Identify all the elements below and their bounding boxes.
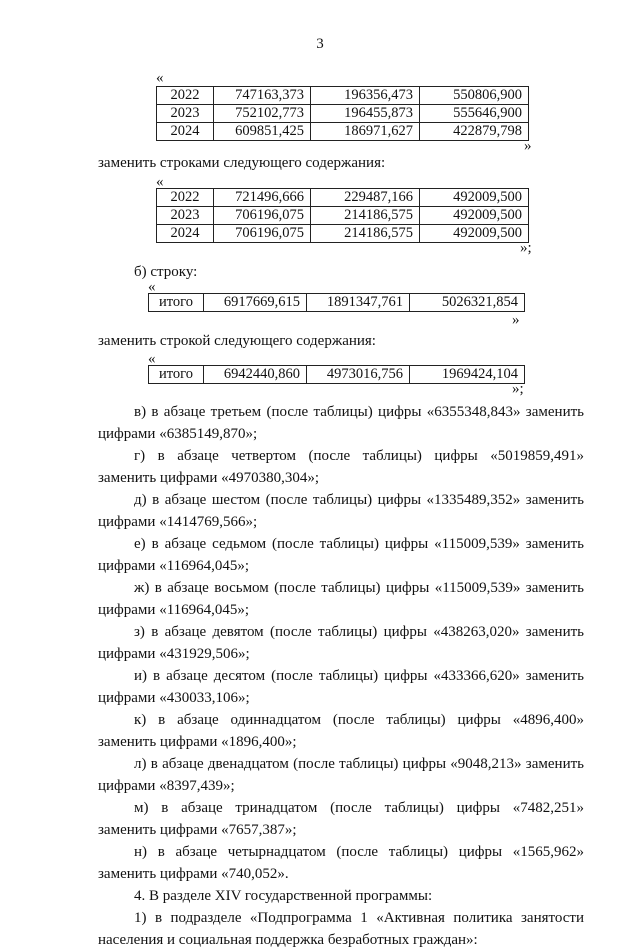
amendment-paragraph <box>98 621 584 665</box>
replace-rows-text: заменить строками следующего содержания: <box>98 155 386 171</box>
subsection-line-1: 1) в подразделе «Подпрограмма 1 «Активная политика занятости <box>134 910 584 926</box>
table-row <box>149 366 525 384</box>
table-row <box>157 87 529 105</box>
table-cell: 196356,473 <box>311 87 420 105</box>
amendment-line-2: цифрами «431929,506»; <box>98 646 250 662</box>
table-cell: 2024 <box>157 123 214 141</box>
close-quote: » <box>512 312 520 328</box>
table-1 <box>156 86 529 141</box>
table-row <box>157 225 529 243</box>
table-cell: 229487,166 <box>311 189 420 207</box>
table-cell: 214186,575 <box>311 207 420 225</box>
table-cell: 747163,373 <box>214 87 311 105</box>
table-cell: 2023 <box>157 105 214 123</box>
table-3 <box>148 293 525 312</box>
amendment-line-2: цифрами «6385149,870»; <box>98 426 258 442</box>
amendment-paragraph <box>98 797 584 841</box>
amendment-line-1: з) в абзаце девятом (после таблицы) цифры «438263,020» заменить <box>134 624 584 640</box>
table-cell: 5026321,854 <box>410 294 525 312</box>
open-quote: « <box>156 174 164 190</box>
amendment-line-2: заменить цифрами «1896,400»; <box>98 734 297 750</box>
amendments-list <box>98 401 584 951</box>
amendment-line-2: цифрами «430033,106»; <box>98 690 250 706</box>
table-cell: 6917669,615 <box>204 294 307 312</box>
amendment-paragraph <box>98 665 584 709</box>
table-cell: 214186,575 <box>311 225 420 243</box>
table-cell: 721496,666 <box>214 189 311 207</box>
table-cell: 609851,425 <box>214 123 311 141</box>
table-row <box>157 123 529 141</box>
amendment-line-1: л) в абзаце двенадцатом (после таблицы) цифры «9048,213» заменить <box>134 756 584 772</box>
section-heading: 4. В разделе XIV государственной программы: <box>134 888 433 904</box>
close-quote-semicolon: »; <box>520 240 532 256</box>
amendment-paragraph <box>98 753 584 797</box>
close-quote: » <box>524 138 532 154</box>
amendment-line-2: заменить цифрами «4970380,304»; <box>98 470 320 486</box>
amendment-line-1: и) в абзаце десятом (после таблицы) цифры «433366,620» заменить <box>134 668 584 684</box>
table-4 <box>148 365 525 384</box>
table-2 <box>156 188 529 243</box>
amendment-paragraph <box>98 709 584 753</box>
amendment-line-1: д) в абзаце шестом (после таблицы) цифры «1335489,352» заменить <box>134 492 584 508</box>
table-cell: 2022 <box>157 87 214 105</box>
amendment-line-1: н) в абзаце четырнадцатом (после таблицы) цифры «1565,962» <box>134 844 584 860</box>
table-cell: 196455,873 <box>311 105 420 123</box>
table-cell: 492009,500 <box>420 189 529 207</box>
amendment-line-1: к) в абзаце одиннадцатом (после таблицы) цифры «4896,400» <box>134 712 584 728</box>
amendment-line-1: е) в абзаце седьмом (после таблицы) цифры «115009,539» заменить <box>134 536 584 552</box>
amendment-line-1: в) в абзаце третьем (после таблицы) цифры «6355348,843» заменить <box>134 404 584 420</box>
table-cell: 752102,773 <box>214 105 311 123</box>
table-cell: 1969424,104 <box>410 366 525 384</box>
table-cell: 2024 <box>157 225 214 243</box>
amendment-paragraph <box>98 577 584 621</box>
amendment-paragraph <box>98 401 584 445</box>
table-cell: 6942440,860 <box>204 366 307 384</box>
table-cell: итого <box>149 294 204 312</box>
amendment-paragraph <box>98 445 584 489</box>
close-quote-semicolon: »; <box>512 381 524 397</box>
subsection-line-2: населения и социальная поддержка безработных граждан»: <box>98 932 478 948</box>
table-row <box>157 189 529 207</box>
open-quote: « <box>148 351 156 367</box>
amendment-line-2: заменить цифрами «740,052». <box>98 866 289 882</box>
table-cell: 186971,627 <box>311 123 420 141</box>
open-quote: « <box>148 279 156 295</box>
table-cell: 492009,500 <box>420 207 529 225</box>
amendment-line-2: цифрами «1414769,566»; <box>98 514 258 530</box>
replace-row-text: заменить строкой следующего содержания: <box>98 333 376 349</box>
page-number: 3 <box>316 36 324 52</box>
amendment-paragraph <box>98 841 584 885</box>
amendment-paragraph <box>98 489 584 533</box>
table-cell: 492009,500 <box>420 225 529 243</box>
table-cell: 2023 <box>157 207 214 225</box>
table-row <box>157 105 529 123</box>
amendment-line-2: цифрами «8397,439»; <box>98 778 235 794</box>
amendment-line-2: цифрами «116964,045»; <box>98 558 250 574</box>
amendment-paragraph <box>98 533 584 577</box>
table-cell: 555646,900 <box>420 105 529 123</box>
table-cell: 706196,075 <box>214 225 311 243</box>
table-cell: итого <box>149 366 204 384</box>
table-cell: 2022 <box>157 189 214 207</box>
table-row <box>157 207 529 225</box>
open-quote: « <box>156 70 164 86</box>
table-cell: 1891347,761 <box>307 294 410 312</box>
item-b: б) строку: <box>134 264 198 280</box>
table-cell: 550806,900 <box>420 87 529 105</box>
table-cell: 4973016,756 <box>307 366 410 384</box>
amendment-line-2: заменить цифрами «7657,387»; <box>98 822 297 838</box>
amendment-line-2: цифрами «116964,045»; <box>98 602 250 618</box>
amendment-line-1: г) в абзаце четвертом (после таблицы) цифры «5019859,491» <box>134 448 584 464</box>
table-row <box>149 294 525 312</box>
table-cell: 422879,798 <box>420 123 529 141</box>
amendment-line-1: м) в абзаце тринадцатом (после таблицы) цифры «7482,251» <box>134 800 584 816</box>
table-cell: 706196,075 <box>214 207 311 225</box>
amendment-line-1: ж) в абзаце восьмом (после таблицы) цифры «115009,539» заменить <box>134 580 584 596</box>
